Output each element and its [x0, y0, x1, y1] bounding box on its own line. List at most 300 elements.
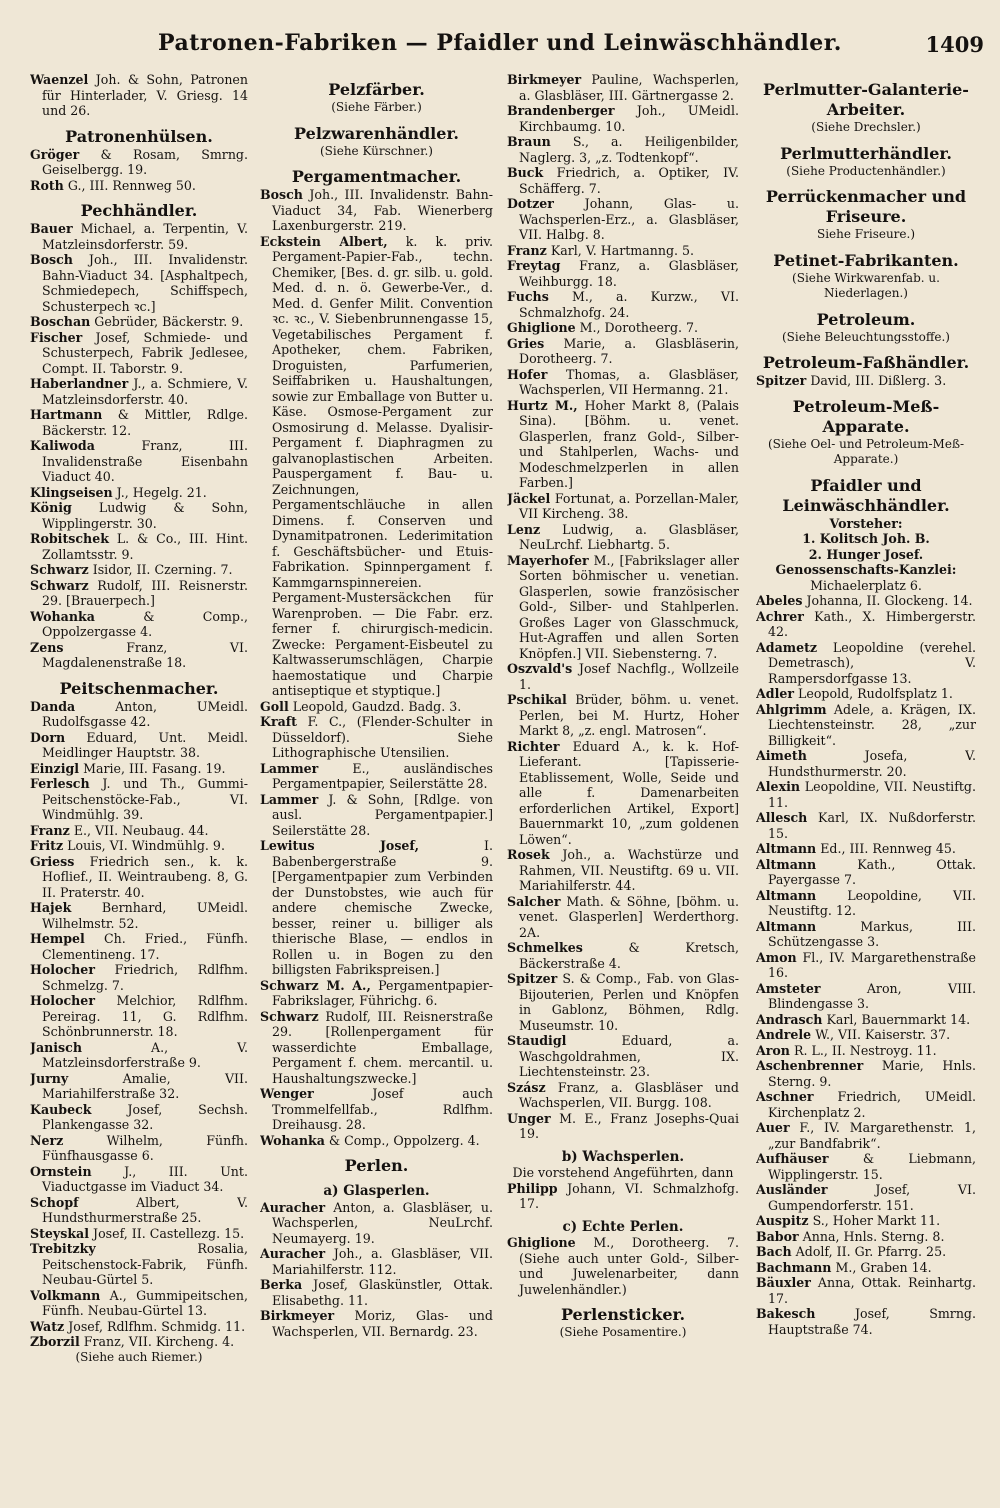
cross-reference-note: Siehe Friseure.) — [816, 227, 916, 241]
entry-name: Babor — [756, 1228, 799, 1244]
entry-details: W., VII. Kaiserstr. 37. — [815, 1027, 951, 1042]
section-heading: Perlen. — [344, 1156, 409, 1175]
entry-details: Marie, Hnls. Sterng. 9. — [768, 1058, 976, 1089]
cross-reference-note: (Siehe Wirkwarenfab. u. Niederlagen.) — [792, 270, 940, 300]
entry-details: Franz, VII. Kircheng. 4. — [83, 1334, 235, 1349]
entry-name: Staudigl — [507, 1033, 567, 1048]
directory-entry — [507, 1111, 739, 1142]
directory-entry — [507, 940, 739, 971]
entry-details: Pergamentpapier-Fabrikslager, Führichg. 6. — [272, 977, 493, 1008]
directory-entry — [260, 714, 493, 761]
entry-details: Marie, III. Fasang. 19. — [83, 760, 226, 776]
directory-entry — [507, 661, 739, 692]
entry-name: Fritz — [30, 838, 64, 853]
entry-details: Joh., UMeidl. Kirchbaumg. 10. — [519, 103, 739, 134]
entry-name: Wohanka — [260, 1132, 325, 1148]
entry-details: Friedrich, UMeidl. Kirchenplatz 2. — [768, 1089, 976, 1120]
entry-name: Aschner — [756, 1089, 814, 1104]
entry-details: Brüder, böhm. u. venet. Perlen, bei M. Hurtz, Hoher Markt 8, „z. engl. Matrosen“. — [519, 692, 739, 738]
entry-details: Friedrich, a. Optiker, IV. Schäfferg. 7. — [519, 165, 739, 196]
entry-details: Math. & Söhne, [böhm. u. venet. Glasperlen] Werderthorg. 2A. — [519, 893, 739, 940]
entry-details: G., III. Rennweg 50. — [67, 177, 196, 193]
entry-details: Albert, V. Hundsthurmerstraße 25. — [42, 1194, 248, 1225]
entry-details: A., Gummipeitschen, Fünfh. Neubau-Gürtel 13. — [42, 1287, 248, 1318]
entry-details: I. Babenbergerstraße 9. [Pergamentpapier zum Verbinden der Dunstobstes, wie auch für andere chemische Zwecke, besser, reiner u. billiger als thierische Blase, — endlos in Rollen u. in Bogen zu den billigsten Fabrikspreisen.] — [272, 838, 493, 977]
entry-name: Jäckel — [507, 490, 551, 506]
entry-name: Lenz — [507, 521, 541, 537]
column-1 — [30, 72, 248, 1497]
entry-details: M., Dorotheerg. 7. — [579, 320, 699, 335]
directory-entry — [756, 1120, 976, 1151]
entry-name: Goll — [260, 698, 289, 714]
entry-name: Freytag — [507, 258, 561, 273]
board-line: Vorsteher: — [829, 515, 903, 531]
directory-entry — [756, 1275, 976, 1306]
entry-name: Allesch — [756, 810, 808, 825]
directory-entry — [507, 553, 739, 662]
directory-entry — [756, 1260, 976, 1276]
entry-name: Holocher — [30, 962, 95, 977]
entry-name: Ornstein — [30, 1163, 92, 1179]
directory-entry — [507, 739, 739, 848]
entry-name: Griess — [30, 853, 75, 869]
entry-name: Lammer — [260, 791, 319, 807]
entry-name: Schwarz — [30, 577, 89, 593]
entry-details: Rudolf, III. Reisnerstraße 29. [Rollenpergament für wasserdichte Emballage, Pergament f. chem. mercantil. u. Haushaltungszwecke.] — [272, 1008, 493, 1086]
entry-details: Fortunat, a. Porzellan-Maler, VII Kircheng. 38. — [519, 490, 739, 521]
section-heading: Petroleum-Faßhändler. — [762, 353, 970, 372]
entry-details: Karl, Bauernmarkt 14. — [826, 1011, 971, 1027]
entry-details: Franz, III. Invalidenstraße Eisenbahn Viaduct 40. — [42, 438, 248, 484]
entry-details: Bernhard, UMeidl. Wilhelmstr. 52. — [42, 900, 248, 931]
directory-entry — [756, 1229, 976, 1245]
entry-details: M., Dorotheerg. 7. (Siehe auch unter Gold-, Silber- und Juwelenarbeiter, dann Juwelenhändler.) — [519, 1235, 739, 1297]
column-2 — [260, 72, 493, 1497]
entry-details: Josef Nachflg., Wollzeile 1. — [519, 661, 739, 692]
subsection-heading: b) Wachsperlen. — [561, 1148, 685, 1165]
section-heading: Petinet-Fabrikanten. — [773, 250, 959, 270]
entry-name: Spitzer — [756, 373, 807, 388]
directory-entry — [30, 900, 248, 931]
entry-name: Auspitz — [756, 1213, 809, 1228]
entry-name: Andrasch — [756, 1011, 823, 1027]
entry-name: Mayerhofer — [507, 552, 589, 568]
directory-entry — [507, 971, 739, 1033]
entry-details: Amalie, VII. Mariahilferstraße 32. — [42, 1070, 248, 1101]
entry-name: Adler — [756, 686, 795, 701]
entry-details: Karl, IX. Nußdorferstr. 15. — [768, 810, 976, 841]
directory-entry — [30, 699, 248, 730]
entry-details: Michael, a. Terpentin, V. Matzleinsdorferstr. 59. — [42, 221, 248, 252]
entry-details: Leopoldine, VII. Neustiftg. 12. — [768, 887, 976, 918]
section-heading: Perlensticker. — [560, 1305, 686, 1324]
directory-entry — [30, 221, 248, 252]
entry-name: Hurtz M., — [507, 397, 578, 413]
directory-entry — [30, 1164, 248, 1195]
entry-name: Haberlandner — [30, 376, 129, 391]
entry-name: Volkmann — [30, 1287, 101, 1303]
entry-details: Adele, a. Krägen, IX. Liechtensteinstr. 28, „zur Billigkeit“. — [768, 701, 976, 748]
cross-reference-note: (Siehe Färber.) — [331, 100, 422, 114]
entry-details: M. E., Franz Josephs-Quai 19. — [519, 1110, 739, 1141]
entry-name: Zens — [30, 639, 64, 655]
directory-entry — [30, 252, 248, 314]
entry-name: Hartmann — [30, 407, 103, 422]
directory-entry — [507, 134, 739, 165]
entry-details: Franz, a. Glasbläser, Weihburgg. 18. — [519, 258, 739, 289]
entry-name: Birkmeyer — [507, 72, 582, 87]
directory-entry — [756, 1151, 976, 1182]
cross-reference-note: (Siehe Beleuchtungsstoffe.) — [782, 329, 950, 344]
entry-name: Steyskal — [30, 1225, 90, 1241]
board-line: Genossenschafts-Kanzlei: — [775, 562, 957, 577]
entry-name: Andrele — [756, 1027, 812, 1042]
directory-entry — [30, 1133, 248, 1164]
entry-details: David, III. Dißlerg. 3. — [810, 373, 947, 388]
entry-details: Eduard, Unt. Meidl. Meidlinger Hauptstr. 38. — [42, 729, 248, 760]
directory-entry — [507, 692, 739, 739]
directory-entry — [30, 1226, 248, 1242]
entry-name: Abeles — [756, 593, 803, 608]
entry-details: Karl, V. Hartmanng. 5. — [550, 242, 695, 258]
entry-details: Josef, Rdlfhm. Schmidg. 11. — [68, 1318, 246, 1334]
entry-details: Joh., III. Invalidenstr. Bahn-Viaduct 34. [Asphaltpech, Schmiedepech, Schiffspech, Schusterpech ꝛc.] — [42, 252, 248, 314]
entry-details: Friedrich, Rdlfhm. Schmelzg. 7. — [42, 962, 248, 993]
directory-entry — [756, 1012, 976, 1028]
entry-name: Philipp — [507, 1180, 558, 1196]
entry-name: Schopf — [30, 1194, 79, 1210]
entry-name: Rosek — [507, 847, 550, 862]
entry-name: Bosch — [30, 252, 73, 267]
directory-entry — [30, 578, 248, 609]
directory-entry — [507, 1033, 739, 1080]
entry-name: Dorn — [30, 729, 66, 745]
directory-entry — [756, 686, 976, 702]
entry-details: Adolf, II. Gr. Pfarrg. 25. — [795, 1244, 947, 1259]
column-4 — [756, 72, 976, 1497]
directory-entry — [260, 838, 493, 978]
entry-name: Bakesch — [756, 1306, 816, 1321]
entry-details: Anna, Ottak. Reinhartg. 17. — [768, 1275, 976, 1306]
entry-details: R. L., II. Nestroyg. 11. — [793, 1042, 937, 1058]
directory-entry — [756, 779, 976, 810]
directory-entry — [260, 1246, 493, 1277]
entry-details: S. & Comp., Fab. von Glas-Bijouterien, Perlen und Knöpfen in Gablonz, Böhmen, Rdlg. Museumstr. 10. — [519, 971, 739, 1033]
entry-name: Lammer — [260, 760, 319, 776]
entry-details: Johanna, II. Glockeng. 14. — [806, 593, 973, 608]
entry-name: Schmelkes — [507, 940, 583, 955]
entry-name: Danda — [30, 698, 76, 714]
entry-details: M., [Fabrikslager aller Sorten böhmischer u. venetian. Glasperlen, sowie französischer Gold-, Silber- und Stahlperlen. Großes Lager von Glasschmuck, Hut-Agraffen und allen Sorten Knöpfen.] VII. Siebensterng. 7. — [519, 552, 739, 661]
directory-entry — [260, 187, 493, 234]
directory-entry — [756, 857, 976, 888]
entry-details: F. C., (Flender-Schulter in Düsseldorf). Siehe Lithographische Utensilien. — [272, 714, 493, 760]
entry-details: Joh., a. Glasbläser, VII. Mariahilferstr. 112. — [272, 1246, 493, 1277]
entry-name: Zborzil — [30, 1334, 80, 1349]
entry-name: Bachmann — [756, 1259, 832, 1275]
entry-details: Leopoldine, VII. Neustiftg. 11. — [768, 779, 976, 810]
board-line: 2. Hunger Josef. — [808, 546, 924, 562]
entry-name: Birkmeyer — [260, 1308, 335, 1323]
directory-entry — [756, 1182, 976, 1213]
entry-details: J., III. Unt. Viaductgasse im Viaduct 34. — [42, 1163, 248, 1194]
entry-name: Bosch — [260, 187, 303, 202]
entry-details: J., Hegelg. 21. — [116, 484, 207, 500]
entry-name: Brandenberger — [507, 103, 615, 118]
entry-name: Unger — [507, 1110, 551, 1126]
entry-details: Anna, Hnls. Sterng. 8. — [802, 1228, 945, 1244]
directory-entry — [507, 398, 739, 491]
directory-entry — [260, 761, 493, 792]
plain-line: Michaelerplatz 6. — [810, 577, 922, 593]
directory-entry — [30, 147, 248, 178]
entry-details: Rosalia, Peitschenstock-Fabrik, Fünfh. Neubau-Gürtel 5. — [42, 1241, 248, 1287]
directory-entry — [756, 1027, 976, 1043]
entry-name: Amon — [756, 949, 797, 965]
entry-details: Aron, VIII. Blindengasse 3. — [768, 980, 976, 1011]
directory-entry — [756, 888, 976, 919]
directory-entry — [30, 1334, 248, 1350]
entry-details: & Comp., Oppolzerg. 4. — [328, 1132, 480, 1148]
directory-entry — [30, 407, 248, 438]
directory-entry — [30, 1288, 248, 1319]
cross-reference-note: (Siehe Posamentire.) — [559, 1325, 687, 1339]
entry-name: Janisch — [30, 1039, 82, 1055]
directory-entry — [756, 373, 976, 389]
entry-name: Holocher — [30, 993, 95, 1008]
entry-name: Hempel — [30, 931, 85, 946]
entry-details: Wilhelm, Fünfh. Fünfhausgasse 6. — [42, 1132, 248, 1163]
entry-details: J., a. Schmiere, V. Matzleinsdorferstr. 40. — [42, 376, 248, 407]
directory-entry — [30, 178, 248, 194]
entry-name: Schwarz M. A., — [260, 977, 371, 993]
entry-name: Boschan — [30, 314, 91, 329]
directory-entry — [260, 1133, 493, 1149]
entry-name: Aimeth — [756, 748, 807, 763]
entry-details: J. & Sohn, [Rdlge. von ausl. Pergamentpapier.] Seilerstätte 28. — [272, 791, 493, 838]
directory-entry — [756, 919, 976, 950]
entry-name: Jurny — [30, 1070, 69, 1086]
entry-name: Wenger — [260, 1086, 314, 1101]
entry-name: Buck — [507, 165, 544, 180]
directory-entry — [507, 367, 739, 398]
cross-reference-note: (Siehe Drechsler.) — [811, 120, 921, 134]
entry-details: Eduard, a. Waschgoldrahmen, IX. Liechtensteinstr. 23. — [519, 1033, 739, 1079]
entry-details: Pauline, Wachsperlen, a. Glasbläser, III. Gärtnergasse 2. — [519, 72, 739, 103]
entry-details: Josef, Smrng. Hauptstraße 74. — [768, 1306, 976, 1337]
entry-details: Josefa, V. Hundsthurmerstr. 20. — [768, 748, 976, 779]
section-heading: Pelzwarenhändler. — [294, 123, 459, 143]
entry-details: Markus, III. Schützengasse 3. — [768, 918, 976, 949]
directory-entry — [756, 748, 976, 779]
entry-details: Leopold, Gaudzd. Badg. 3. — [292, 698, 462, 714]
cross-reference-note: (Siehe Oel- und Petroleum-Meß-Apparate.) — [767, 436, 965, 466]
entry-details: Moriz, Glas- und Wachsperlen, VII. Bernardg. 23. — [272, 1308, 493, 1339]
directory-entry — [507, 72, 739, 103]
entry-details: Johann, VI. Schmalzhofg. 17. — [519, 1180, 739, 1211]
directory-entry — [30, 314, 248, 330]
directory-entry — [260, 1277, 493, 1308]
entry-details: Josef, VI. Gumpendorferstr. 151. — [768, 1182, 976, 1213]
entry-name: Schwarz — [260, 1008, 319, 1024]
entry-name: Nerz — [30, 1132, 64, 1148]
directory-entry — [507, 491, 739, 522]
directory-entry — [507, 1235, 739, 1297]
entry-details: & Rosam, Smrng. Geiselbergg. 19. — [42, 146, 248, 177]
directory-entry — [30, 962, 248, 993]
entry-details: Franz, a. Glasbläser und Wachsperlen, VII. Burgg. 108. — [519, 1079, 739, 1110]
directory-entry — [507, 894, 739, 941]
entry-details: Ludwig, a. Glasbläser, NeuLrchf. Liebhartg. 5. — [519, 521, 739, 552]
entry-name: Eckstein Albert, — [260, 233, 388, 249]
entry-name: Spitzer — [507, 971, 558, 986]
entry-details: A., V. Matzleinsdorferstraße 9. — [42, 1039, 248, 1070]
entry-details: Joh., a. Wachstürze und Rahmen, VII. Neustiftg. 69 u. VII. Mariahilferstr. 44. — [519, 847, 739, 893]
entry-name: Watz — [30, 1318, 65, 1334]
section-heading: Pfaidler und Leinwäschhändler. — [782, 475, 950, 515]
entry-name: König — [30, 500, 72, 515]
entry-details: Anton, a. Glasbläser, u. Wachsperlen, NeuLrchf. Neumayerg. 19. — [272, 1199, 493, 1246]
entry-details: & Comp., Oppolzergasse 4. — [42, 608, 248, 639]
section-heading: Perlmutterhändler. — [780, 143, 952, 163]
plain-line: Die vorstehend Angeführten, dann — [512, 1165, 734, 1180]
entry-details: Hoher Markt 8, (Palais Sina). [Böhm. u. venet. Glasperlen, franz Gold-, Silber- und Stahlperlen, Wachs- und Modeschmelzperlen in allen Farben.] — [519, 397, 739, 490]
entry-details: M., Graben 14. — [835, 1259, 932, 1275]
entry-details: Johann, Glas- u. Wachsperlen-Erz., a. Glasbläser, VII. Halbg. 8. — [519, 196, 739, 242]
entry-name: Braun — [507, 134, 551, 149]
directory-entry — [30, 1241, 248, 1288]
directory-entry — [30, 531, 248, 562]
entry-details: M., a. Kurzw., VI. Schmalzhofg. 24. — [519, 289, 739, 320]
cross-reference-note: (Siehe Productenhändler.) — [786, 163, 946, 178]
entry-details: Gebrüder, Bäckerstr. 9. — [94, 314, 244, 329]
entry-details: & Kretsch, Bäckerstraße 4. — [519, 940, 739, 971]
directory-entry — [756, 640, 976, 687]
entry-name: Lewitus Josef, — [260, 838, 419, 853]
board-line: 1. Kolitsch Joh. B. — [802, 531, 930, 546]
entry-name: Dotzer — [507, 196, 554, 211]
directory-entry — [756, 981, 976, 1012]
directory-entry — [30, 1102, 248, 1133]
entry-details: Kath., X. Himbergerstr. 42. — [768, 608, 976, 639]
directory-entry — [30, 485, 248, 501]
entry-details: F., IV. Margarethenstr. 1, „zur Bandfabrik“. — [768, 1120, 976, 1151]
directory-entry — [30, 993, 248, 1040]
directory-entry — [507, 289, 739, 320]
directory-entry — [756, 1089, 976, 1120]
entry-name: Schwarz — [30, 562, 89, 577]
section-heading: Petroleum. — [816, 309, 916, 329]
entry-details: Thomas, a. Glasbläser, Wachsperlen, VII Hermanng. 21. — [519, 366, 739, 397]
entry-name: Wohanka — [30, 608, 95, 624]
entry-name: Hajek — [30, 900, 72, 915]
entry-name: Altmann — [756, 918, 817, 934]
directory-entry — [30, 640, 248, 671]
entry-name: Gries — [507, 335, 545, 351]
directory-entry — [260, 978, 493, 1009]
entry-name: Altmann — [756, 841, 817, 856]
entry-name: Fischer — [30, 329, 83, 345]
directory-entry — [30, 1195, 248, 1226]
directory-entry — [507, 1080, 739, 1111]
entry-details: Ed., III. Rennweg 45. — [820, 841, 956, 856]
entry-details: & Mittler, Rdlge. Bäckerstr. 12. — [42, 407, 248, 438]
entry-details: Leopold, Rudolfsplatz 1. — [798, 686, 953, 701]
cross-reference-note: (Siehe Kürschner.) — [319, 143, 433, 158]
entry-details: L. & Co., III. Hint. Zollamtsstr. 9. — [42, 531, 248, 562]
entry-name: Berka — [260, 1277, 303, 1292]
directory-entry — [30, 730, 248, 761]
entry-name: Auracher — [260, 1199, 326, 1215]
entry-details: Josef, Glaskünstler, Ottak. Elisabethg. 11. — [272, 1277, 493, 1308]
entry-details: Rudolf, III. Reisnerstr. 29. [Brauerpech.] — [42, 577, 248, 608]
entry-details: Ch. Fried., Fünfh. Clementineng. 17. — [42, 931, 248, 962]
entry-name: Oszvald's — [507, 661, 573, 676]
entry-details: Josef auch Trommelfellfab., Rdlfhm. Dreihausg. 28. — [272, 1086, 493, 1132]
entry-details: Melchior, Rdlfhm. Pereirag. 11, G. Rdlfhm. Schönbrunnerstr. 18. — [42, 993, 248, 1039]
entry-details: Joh., III. Invalidenstr. Bahn-Viaduct 34, Fab. Wienerberg Laxenburgerstr. 219. — [272, 187, 493, 233]
entry-details: Josef, Schmiede- und Schusterpech, Fabrik Jedlesee, Compt. II. Taborstr. 9. — [42, 329, 248, 376]
entry-name: Gröger — [30, 146, 80, 162]
directory-entry — [507, 522, 739, 553]
directory-entry — [756, 1043, 976, 1059]
directory-entry — [507, 1181, 739, 1212]
entry-details: & Liebmann, Wipplingerstr. 15. — [768, 1151, 976, 1182]
section-heading: Peitschenmacher. — [59, 678, 219, 698]
entry-details: E., VII. Neubaug. 44. — [73, 822, 209, 838]
entry-name: Roth — [30, 177, 64, 193]
directory-entry — [260, 792, 493, 839]
entry-details: Ludwig & Sohn, Wipplingerstr. 30. — [42, 500, 248, 531]
entry-name: Aron — [756, 1042, 790, 1058]
entry-name: Kaubeck — [30, 1101, 92, 1117]
entry-name: Einzigl — [30, 760, 80, 776]
directory-entry — [756, 1213, 976, 1229]
directory-entry — [30, 838, 248, 854]
entry-name: Kaliwoda — [30, 438, 95, 453]
entry-name: Szász — [507, 1079, 546, 1095]
directory-entry — [260, 234, 493, 699]
section-heading: Pergamentmacher. — [291, 167, 462, 186]
directory-entry — [30, 609, 248, 640]
entry-name: Trebitzky — [30, 1241, 96, 1256]
entry-name: Pschikal — [507, 692, 567, 707]
entry-name: Ferlesch — [30, 776, 90, 791]
directory-entry — [30, 330, 248, 377]
directory-entry — [756, 810, 976, 841]
entry-details: S., a. Heiligenbilder, Naglerg. 3, „z. Todtenkopf“. — [519, 134, 739, 165]
section-heading: Pelzfärber. — [328, 80, 425, 99]
cross-reference-note: (Siehe auch Riemer.) — [75, 1349, 203, 1364]
entry-name: Bauer — [30, 221, 73, 236]
entry-details: Isidor, II. Czerning. 7. — [92, 562, 233, 577]
directory-entry — [507, 320, 739, 336]
directory-entry — [30, 931, 248, 962]
entry-name: Aschenbrenner — [756, 1058, 864, 1073]
entry-name: Salcher — [507, 893, 561, 909]
entry-name: Klingseisen — [30, 484, 113, 500]
page-number: 1409 — [925, 32, 984, 57]
entry-name: Altmann — [756, 887, 817, 903]
entry-name: Franz — [507, 242, 547, 258]
entry-name: Amsteter — [756, 980, 821, 996]
directory-entry — [30, 376, 248, 407]
directory-entry — [507, 243, 739, 259]
entry-name: Auer — [756, 1120, 790, 1135]
entry-name: Ghiglione — [507, 320, 576, 335]
subsection-heading: a) Glasperlen. — [323, 1183, 430, 1199]
directory-entry — [507, 165, 739, 196]
